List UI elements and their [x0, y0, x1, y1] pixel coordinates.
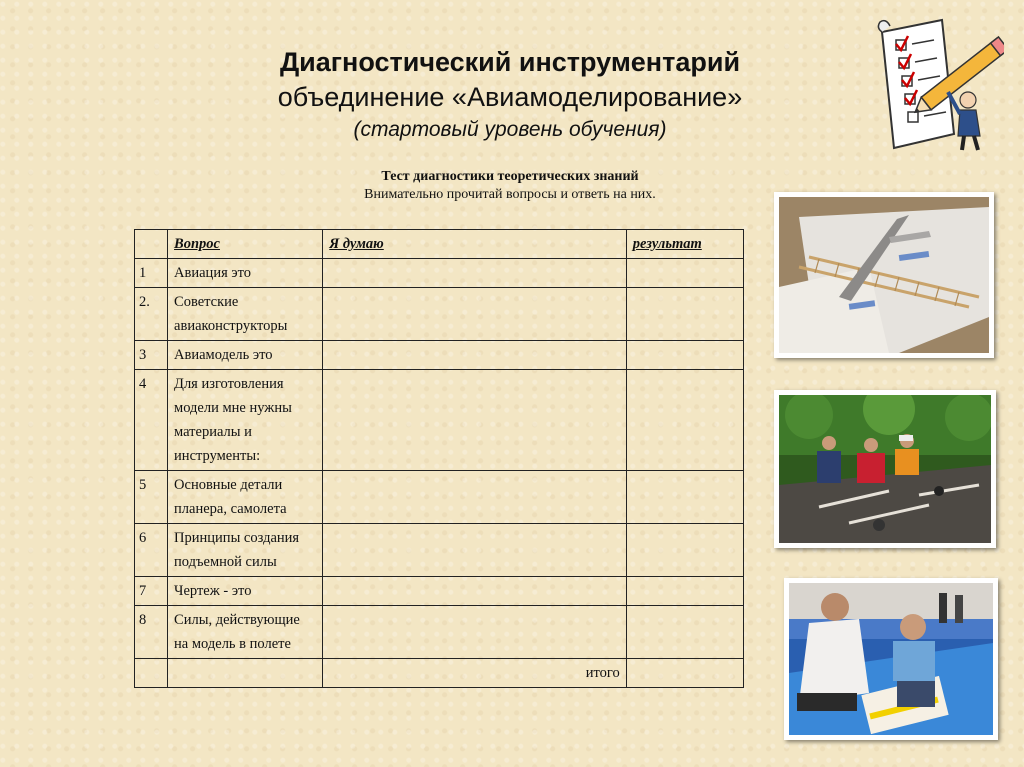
row-number: 5: [135, 471, 168, 524]
table-row: [135, 524, 744, 577]
table-row: [135, 370, 744, 471]
header-result: результат: [626, 230, 743, 259]
row-question: Авиация это: [168, 259, 323, 288]
table-row: [135, 606, 744, 659]
title-line-2: объединение «Авиамоделирование»: [277, 82, 743, 112]
result-cell[interactable]: [626, 606, 743, 659]
result-cell[interactable]: [626, 471, 743, 524]
table-row: [135, 471, 744, 524]
question-table: [134, 229, 744, 688]
total-result-cell[interactable]: [626, 659, 743, 688]
kids-floor-workshop-photo: [784, 578, 998, 740]
row-number: 6: [135, 524, 168, 577]
row-question: Принципы создания подъемной силы: [168, 524, 323, 577]
title-line-3: (стартовый уровень обучения): [353, 118, 667, 141]
row-number: 3: [135, 341, 168, 370]
answer-cell[interactable]: [323, 471, 626, 524]
result-cell[interactable]: [626, 524, 743, 577]
row-number: 1: [135, 259, 168, 288]
row-question: Советские авиаконструкторы: [168, 288, 323, 341]
header-num: [135, 230, 168, 259]
header-i-think: Я думаю: [323, 230, 626, 259]
table-header-row: [135, 230, 744, 259]
table-row: [135, 259, 744, 288]
row-question: Чертеж - это: [168, 577, 323, 606]
header-question: Вопрос: [168, 230, 323, 259]
answer-cell[interactable]: [323, 606, 626, 659]
table-row: [135, 288, 744, 341]
result-cell[interactable]: [626, 577, 743, 606]
test-instruction: Внимательно прочитай вопросы и ответь на них.: [364, 187, 656, 202]
result-cell[interactable]: [626, 370, 743, 471]
answer-cell[interactable]: [323, 341, 626, 370]
row-number: 7: [135, 577, 168, 606]
balsa-glider-photo: [774, 192, 994, 358]
answer-cell[interactable]: [323, 259, 626, 288]
row-number: 4: [135, 370, 168, 471]
total-empty-cell: [168, 659, 323, 688]
kids-outdoor-models-photo: [774, 390, 996, 548]
answer-cell[interactable]: [323, 288, 626, 341]
table-row: [135, 577, 744, 606]
row-question: Основные детали планера, самолета: [168, 471, 323, 524]
result-cell[interactable]: [626, 341, 743, 370]
result-cell[interactable]: [626, 288, 743, 341]
slide-title: [180, 44, 840, 146]
row-question: Авиамодель это: [168, 341, 323, 370]
row-number: 8: [135, 606, 168, 659]
test-heading-block: [300, 168, 720, 204]
test-heading: Тест диагностики теоретических знаний: [381, 169, 639, 184]
table-total-row: [135, 659, 744, 688]
answer-cell[interactable]: [323, 577, 626, 606]
answer-cell[interactable]: [323, 524, 626, 577]
title-line-1: Диагностический инструментарий: [279, 47, 741, 77]
row-number: 2.: [135, 288, 168, 341]
checklist-pencil-man-icon: [874, 14, 1004, 154]
row-question: Силы, действующие на модель в полете: [168, 606, 323, 659]
table-row: [135, 341, 744, 370]
total-empty-cell: [135, 659, 168, 688]
answer-cell[interactable]: [323, 370, 626, 471]
total-label: итого: [323, 659, 626, 688]
result-cell[interactable]: [626, 259, 743, 288]
row-question: Для изготовления модели мне нужны материалы и инструменты:: [168, 370, 323, 471]
